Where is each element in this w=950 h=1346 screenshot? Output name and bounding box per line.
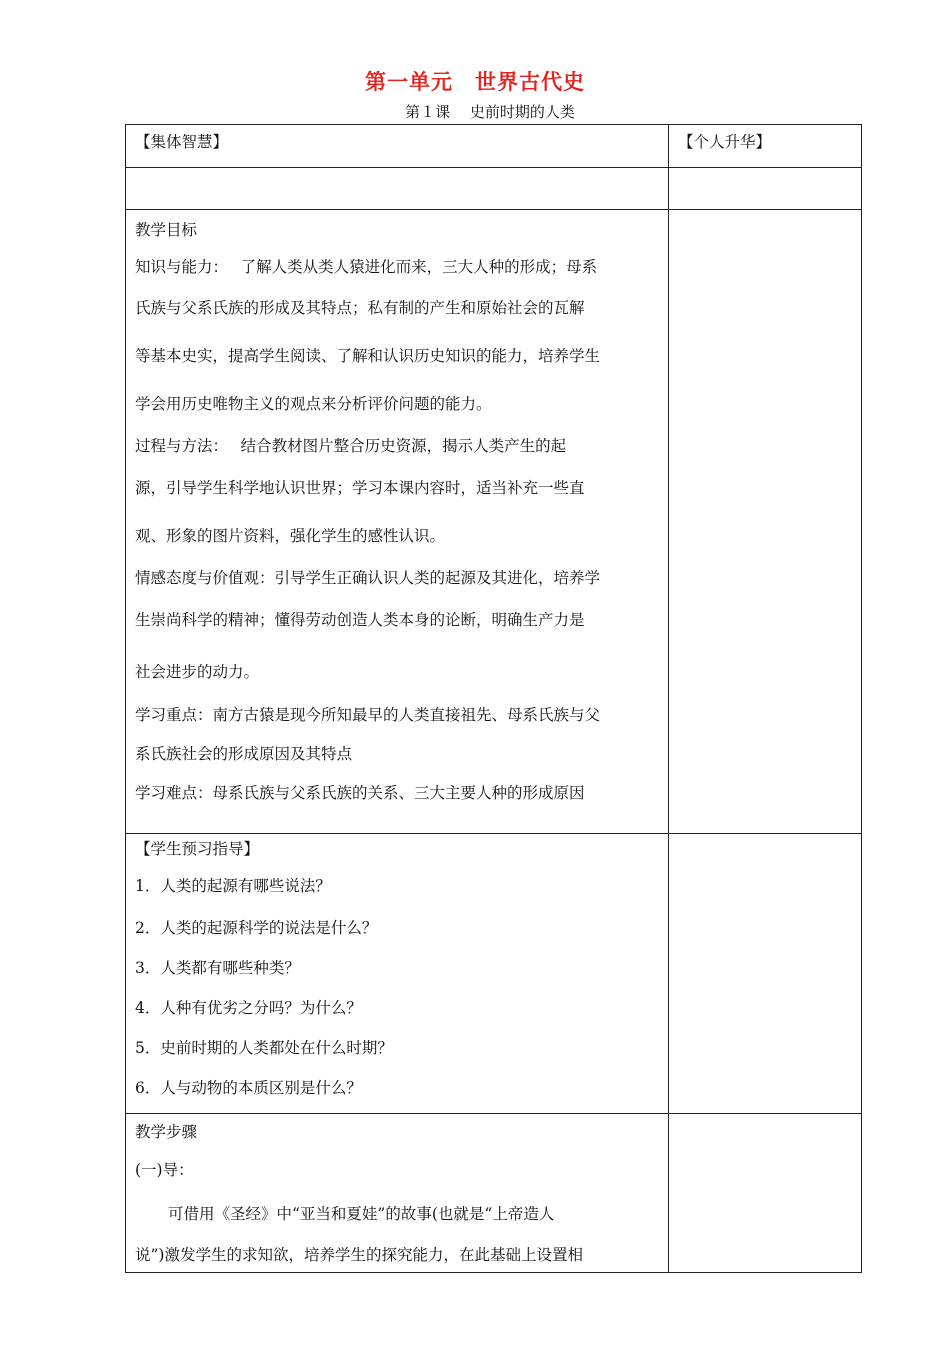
objectives-line: 学会用历史唯物主义的观点来分析评价问题的能力。 [135, 395, 492, 413]
objectives-line: 源，引导学生科学地认识世界；学习本课内容时，适当补充一些直 [135, 479, 585, 497]
lesson-subtitle: 第１课 史前时期的人类 [405, 103, 575, 121]
objectives-line: 过程与方法： 结合教材图片整合历史资源，揭示人类产生的起 [135, 437, 567, 455]
objectives-line: 生崇尚科学的精神；懂得劳动创造人类本身的论断，明确生产力是 [135, 611, 585, 629]
empty-cell [669, 834, 862, 1114]
objectives-line: 观、形象的图片资料，强化学生的感性认识。 [135, 527, 446, 545]
objectives-line: 情感态度与价值观：引导学生正确认识人类的起源及其进化，培养学 [135, 569, 601, 587]
steps-line: 说”)激发学生的求知欲，培养学生的探究能力，在此基础上设置相 [135, 1246, 583, 1264]
steps-heading: 教学步骤 [135, 1123, 198, 1141]
teaching-objectives-cell [126, 210, 669, 834]
empty-cell [669, 210, 862, 834]
empty-cell [126, 168, 669, 210]
guide-item: 4．人种有优劣之分吗？为什么？ [135, 999, 362, 1017]
collective-wisdom-header: 【集体智慧】 [126, 125, 669, 168]
steps-line: 可借用《圣经》中“亚当和夏娃”的故事(也就是“上帝造人 [168, 1205, 555, 1223]
objectives-heading: 教学目标 [135, 221, 198, 239]
teaching-steps-cell [126, 1114, 669, 1273]
guide-item: 3．人类都有哪些种类？ [135, 959, 300, 977]
guide-item: 1．人类的起源有哪些说法？ [135, 877, 331, 895]
guide-heading: 【学生预习指导】 [135, 840, 260, 858]
page-title: 第一单元 世界古代史 [365, 69, 585, 94]
objectives-line: 等基本史实，提高学生阅读、了解和认识历史知识的能力，培养学生 [135, 347, 601, 365]
lesson-table [125, 124, 862, 1273]
steps-subheading: (一)导： [135, 1161, 194, 1179]
guide-item: 5．史前时期的人类都处在什么时期？ [135, 1039, 393, 1057]
objectives-line: 学习难点：母系氏族与父系氏族的关系、三大主要人种的形成原因 [135, 784, 585, 802]
objectives-line: 知识与能力： 了解人类从类人猿进化而来，三大人种的形成；母系 [135, 258, 598, 276]
empty-cell [669, 1114, 862, 1273]
guide-item: 2．人类的起源科学的说法是什么？ [135, 919, 378, 937]
objectives-line: 系氏族社会的形成原因及其特点 [135, 745, 353, 763]
objectives-line: 氏族与父系氏族的形成及其特点；私有制的产生和原始社会的瓦解 [135, 299, 585, 317]
guide-item: 6．人与动物的本质区别是什么？ [135, 1079, 362, 1097]
personal-sublimation-header: 【个人升华】 [669, 125, 862, 168]
objectives-line: 社会进步的动力。 [135, 663, 260, 681]
objectives-line: 学习重点：南方古猿是现今所知最早的人类直接祖先、母系氏族与父 [135, 706, 601, 724]
preview-guide-cell [126, 834, 669, 1114]
empty-cell [669, 168, 862, 210]
